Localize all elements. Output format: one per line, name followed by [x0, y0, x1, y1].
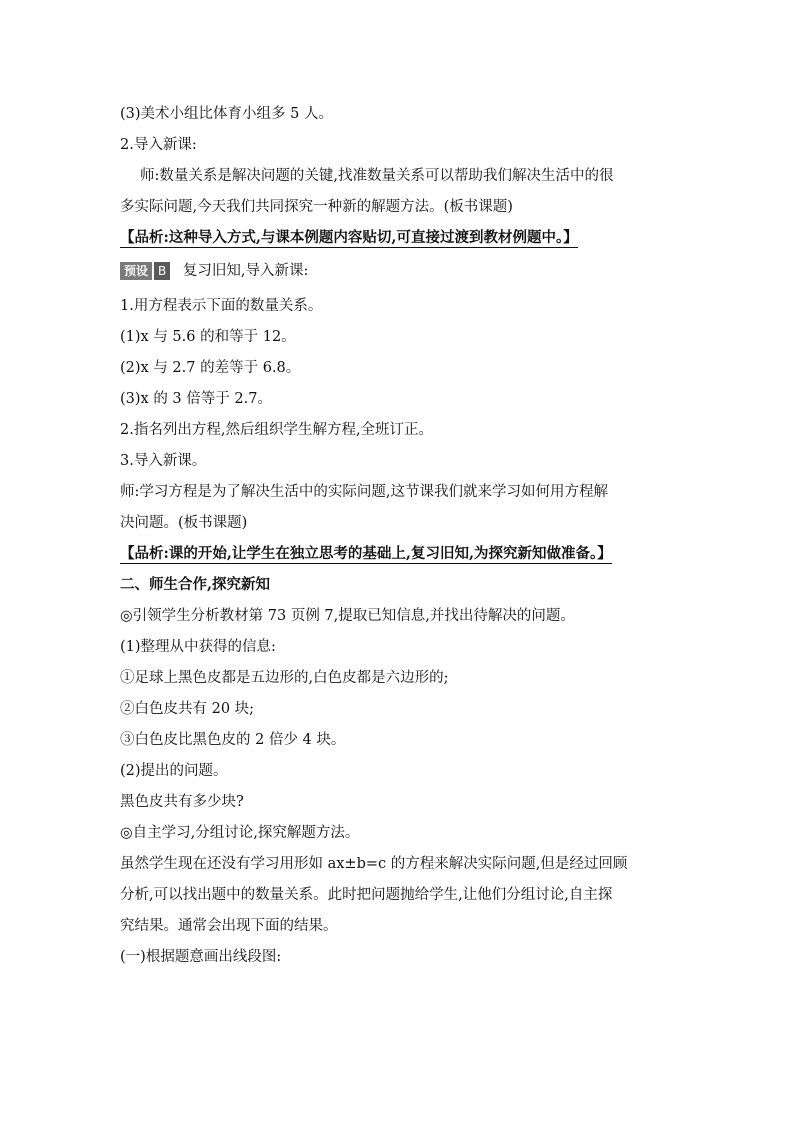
commentary-text: 【品析:这种导入方式,与课本例题内容贴切,可直接过渡到教材例题中。】: [120, 229, 578, 246]
text-line: 多实际问题,今天我们共同探究一种新的解题方法。(板书课题): [120, 199, 513, 215]
text-line: ②白色皮共有 20 块;: [120, 701, 255, 717]
text-line: 3.导入新课。: [120, 453, 207, 469]
text-line: (2)提出的问题。: [120, 763, 228, 779]
text-line: 师:数量关系是解决问题的关键,找准数量关系可以帮助我们解决生活中的很: [140, 168, 614, 184]
preset-badge-letter: B: [154, 262, 170, 280]
text-line: (2)x 与 2.7 的差等于 6.8。: [120, 360, 301, 376]
text-line: (1)整理从中获得的信息:: [120, 639, 276, 655]
text-line: ◎引领学生分析教材第 73 页例 7,提取已知信息,并找出待解决的问题。: [120, 608, 575, 624]
preset-b-heading: [120, 261, 680, 281]
text-line: 1.用方程表示下面的数量关系。: [120, 298, 323, 314]
text-line: (一)根据题意画出线段图:: [120, 949, 282, 965]
text-line: 2.指名列出方程,然后组织学生解方程,全班订正。: [120, 422, 434, 438]
text-line: 分析,可以找出题中的数量关系。此时把问题抛给学生,让他们分组讨论,自主探: [120, 887, 613, 903]
preset-badge-label: 预设: [120, 262, 152, 280]
section-heading: 二、师生合作,探究新知: [120, 576, 271, 593]
text-line: 决问题。(板书课题): [120, 515, 248, 531]
commentary-line: [120, 228, 700, 248]
text-line: 究结果。通常会出现下面的结果。: [120, 918, 338, 934]
text-line: 2.导入新课:: [120, 137, 197, 153]
text-line: (3)x 的 3 倍等于 2.7。: [120, 391, 272, 407]
text-line: 师:学习方程是为了解决生活中的实际问题,这节课我们就来学习如何用方程解: [120, 484, 608, 500]
preset-heading-text: 复习旧知,导入新课:: [182, 263, 309, 279]
commentary-line: [120, 544, 700, 564]
commentary-text: 【品析:课的开始,让学生在独立思考的基础上,复习旧知,为探究新知做准备。】: [120, 545, 612, 562]
text-line: 黑色皮共有多少块?: [120, 794, 244, 810]
preset-badge: [120, 262, 170, 280]
text-line: (3)美术小组比体育小组多 5 人。: [120, 106, 333, 122]
text-line: ③白色皮比黑色皮的 2 倍少 4 块。: [120, 732, 346, 748]
text-line: ◎自主学习,分组讨论,探究解题方法。: [120, 825, 360, 841]
text-line: (1)x 与 5.6 的和等于 12。: [120, 329, 296, 345]
text-line: 虽然学生现在还没有学习用形如 ax±b=c 的方程来解决实际问题,但是经过回顾: [120, 856, 628, 872]
text-line: ①足球上黑色皮都是五边形的,白色皮都是六边形的;: [120, 670, 449, 686]
